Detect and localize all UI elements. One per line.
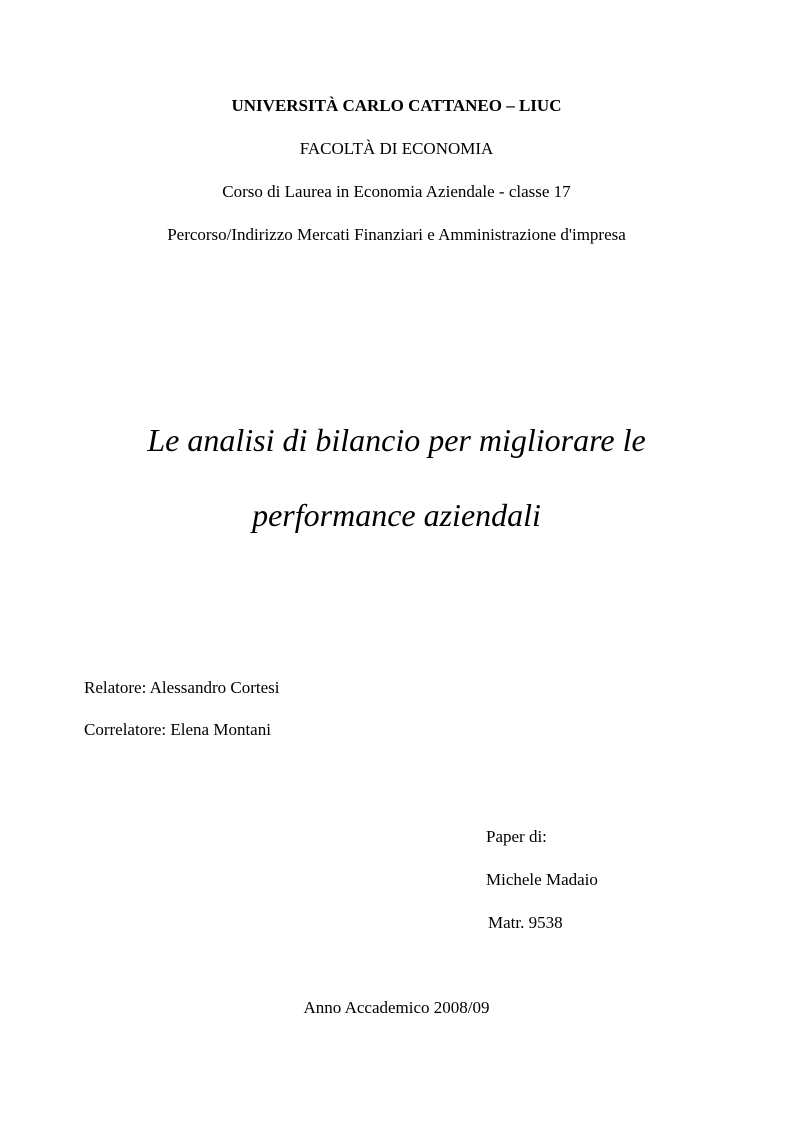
- author-label: Paper di:: [486, 827, 547, 846]
- author-name: Michele Madaio: [486, 870, 598, 889]
- thesis-title-line-1: Le analisi di bilancio per migliorare le: [147, 422, 646, 458]
- correlatore: Correlatore: Elena Montani: [84, 720, 271, 739]
- faculty-name: FACOLTÀ DI ECONOMIA: [299, 139, 494, 158]
- relatore: Relatore: Alessandro Cortesi: [84, 678, 280, 697]
- academic-year: Anno Accademico 2008/09: [303, 998, 490, 1017]
- degree-course: Corso di Laurea in Economia Aziendale - classe 17: [222, 182, 571, 201]
- student-id: Matr. 9538: [488, 913, 563, 932]
- university-name: UNIVERSITÀ CARLO CATTANEO – LIUC: [231, 96, 562, 115]
- study-track: Percorso/Indirizzo Mercati Finanziari e Amministrazione d'impresa: [167, 225, 626, 244]
- thesis-title-line-2: performance aziendali: [252, 497, 541, 533]
